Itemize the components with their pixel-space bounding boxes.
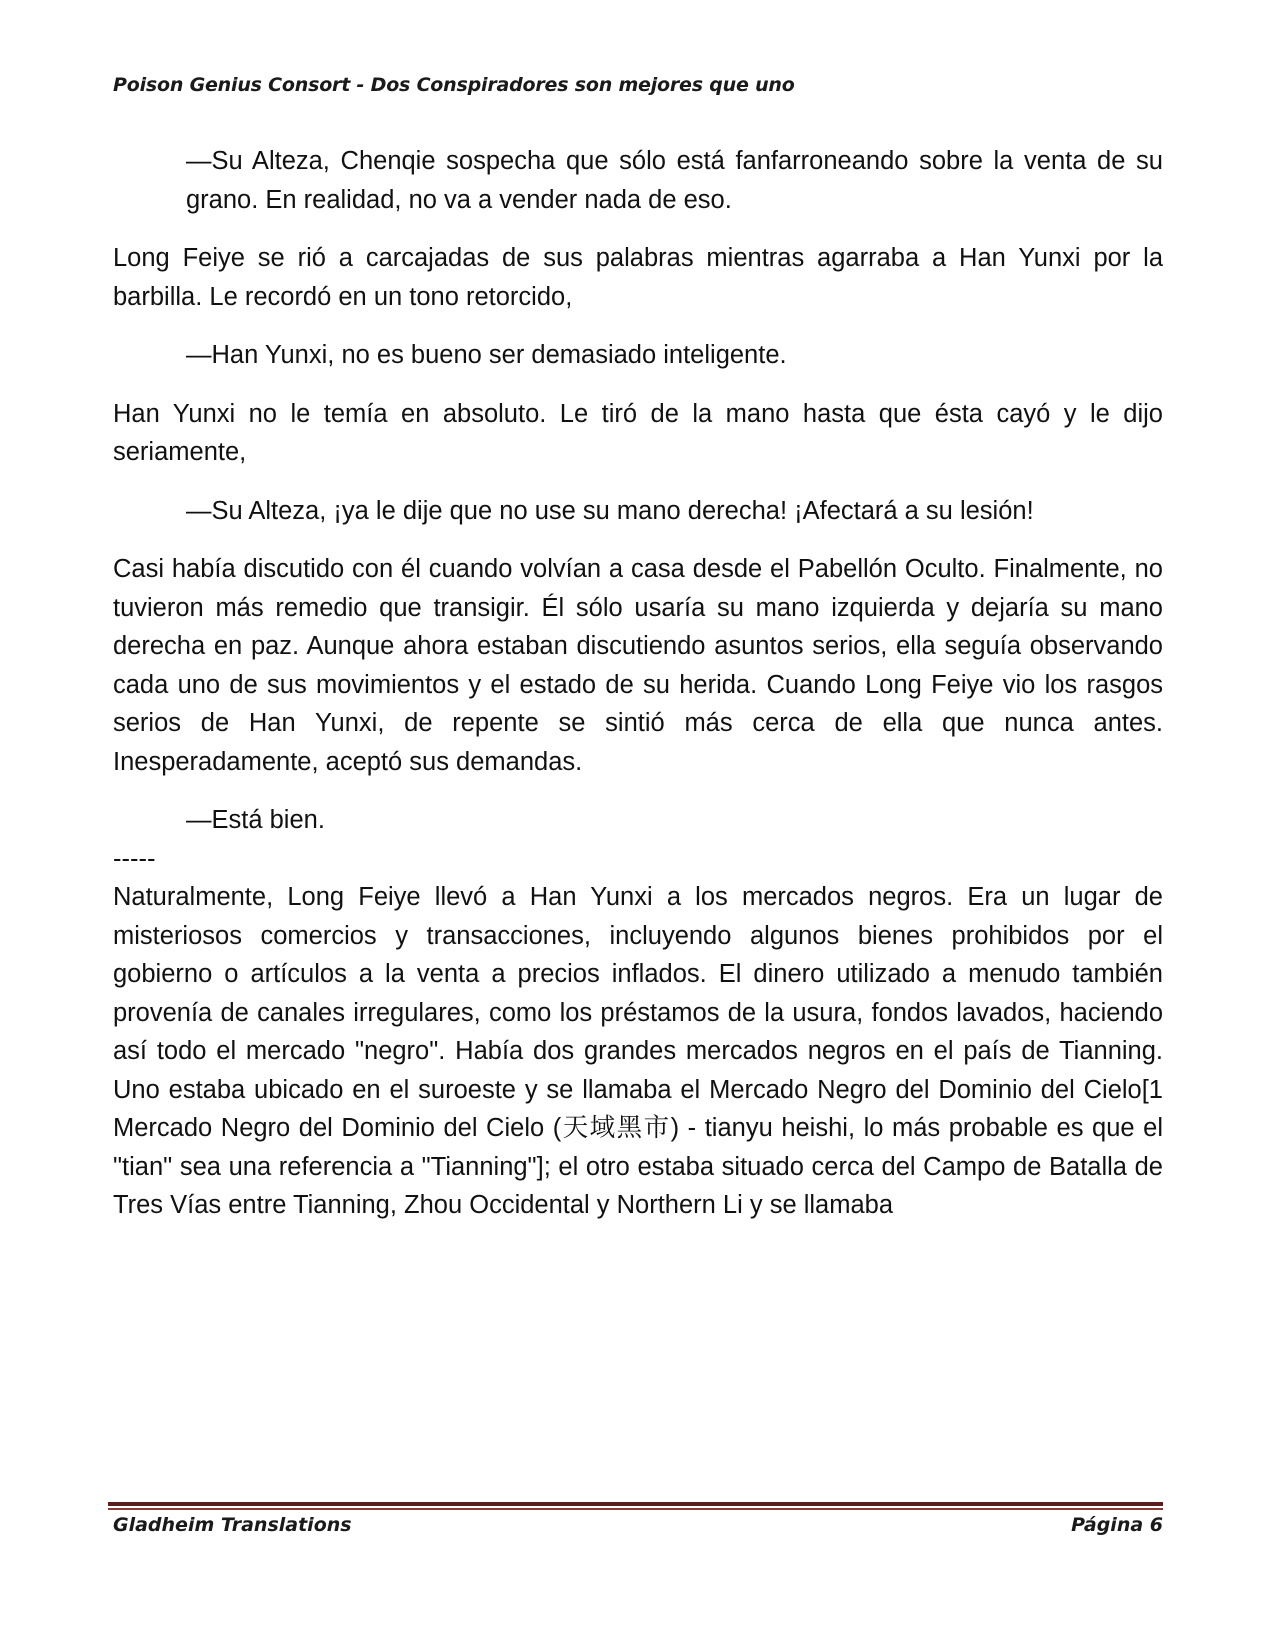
paragraph-4: Han Yunxi no le temía en absoluto. Le tiró de la mano hasta que ésta cayó y le dijo seriamente, [113, 399, 1163, 466]
footer-rule [108, 1502, 1163, 1510]
page-body [113, 142, 1163, 1225]
dialogue-paragraph-5: —Su Alteza, ¡ya le dije que no use su mano derecha! ¡Afectará a su lesión! [186, 496, 1034, 525]
paragraph-2: Long Feiye se rió a carcajadas de sus palabras mientras agarraba a Han Yunxi por la barbilla. Le recordó en un tono retorcido, [113, 244, 1163, 311]
dialogue-paragraph-7: —Está bien. [186, 806, 325, 834]
page-number: Página 6 [1071, 1514, 1163, 1536]
section-separator: ----- [113, 844, 156, 873]
dialogue-paragraph-1: —Su Alteza, Chenqie sospecha que sólo está fanfarroneando sobre la venta de su grano. En realidad, no va a vender nada de eso. [186, 147, 1163, 214]
running-header: Poison Genius Consort - Dos Conspiradores son mejores que uno [113, 74, 795, 96]
paragraph-6: Casi había discutido con él cuando volvían a casa desde el Pabellón Oculto. Finalmente, no tuvieron más remedio que transigir. Él sólo usaría su mano izquierda y dejaría su mano derecha en paz. Aunque ahora estaban discutiendo asuntos serios, ella seguía observando cada uno de sus movimientos y el estado de su herida. Cuando Long Feiye vio los rasgos serios de Han Yunxi, de repente se sintió más cerca de ella que nunca antes. Inesperadamente, aceptó sus demandas. [113, 555, 1163, 776]
paragraph-8: Naturalmente, Long Feiye llevó a Han Yunxi a los mercados negros. Era un lugar de misteriosos comercios y transacciones, incluyendo algunos bienes prohibidos por el gobierno o artículos a la venta a precios inflados. El dinero utilizado a menudo también provenía de canales irregulares, como los préstamos de la usura, fondos lavados, haciendo así todo el mercado "negro". Había dos grandes mercados negros en el país de Tianning. Uno estaba ubicado en el suroeste y se llamaba el Mercado Negro del Dominio del Cielo[1 Mercado Negro del Dominio del Cielo (天域黑市) - tianyu heishi, lo más probable es que el "tian" sea una referencia a "Tianning"]; el otro estaba situado cerca del Campo de Batalla de Tres Vías entre Tianning, Zhou Occidental y Northern Li y se llamaba [113, 883, 1163, 1219]
dialogue-paragraph-3: —Han Yunxi, no es bueno ser demasiado inteligente. [186, 341, 787, 369]
footer-publisher: Gladheim Translations [113, 1514, 352, 1536]
